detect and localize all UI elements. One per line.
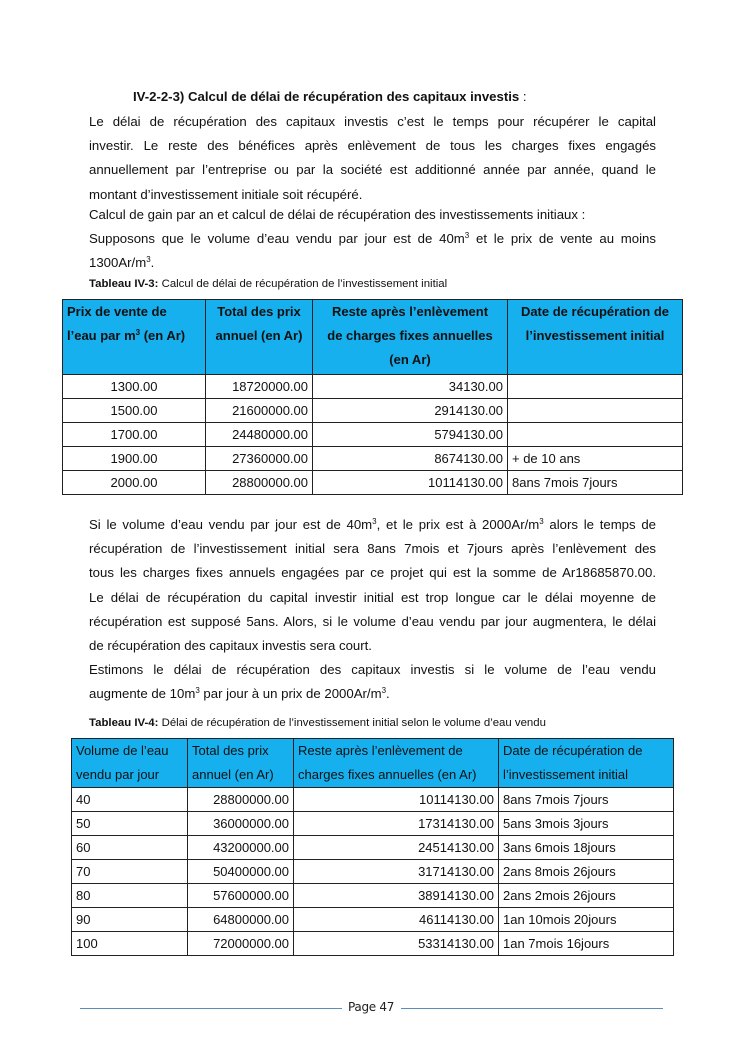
table-cell: 21600000.00 — [206, 399, 313, 423]
table-cell — [508, 375, 683, 399]
table-cell: 5ans 3mois 3jours — [499, 812, 674, 836]
table-cell: 17314130.00 — [294, 812, 499, 836]
table-row — [72, 788, 674, 812]
footer-rule-right — [401, 1008, 663, 1009]
header-total: Total des prix annuel (en Ar) — [188, 739, 294, 788]
table-row — [72, 932, 674, 956]
table-cell: 1an 7mois 16jours — [499, 932, 674, 956]
table-cell: 10114130.00 — [313, 471, 508, 495]
table-row — [63, 447, 683, 471]
table-row — [72, 812, 674, 836]
table-cell: 8ans 7mois 7jours — [508, 471, 683, 495]
table-cell: 40 — [72, 788, 188, 812]
superscript: 3 — [381, 686, 387, 696]
table-cell: 46114130.00 — [294, 908, 499, 932]
table-header-row — [63, 300, 683, 375]
table-cell: 8ans 7mois 7jours — [499, 788, 674, 812]
table-cell: 3ans 6mois 18jours — [499, 836, 674, 860]
header-reste: Reste après l’enlèvement de charges fixes annuelles (en Ar) — [313, 300, 508, 375]
payback-by-price-table — [62, 299, 683, 495]
superscript: 3 — [135, 328, 141, 337]
table-cell: 1900.00 — [63, 447, 206, 471]
footer-rule-left — [80, 1008, 342, 1009]
table4-caption: Tableau IV-4: Délai de récupération de l’investissement initial selon le volume d’eau vendu — [89, 717, 546, 729]
superscript: 3 — [195, 686, 200, 696]
table-row — [72, 860, 674, 884]
table-cell: 2ans 8mois 26jours — [499, 860, 674, 884]
header-volume: Volume de l’eau vendu par jour — [72, 739, 188, 788]
table-cell: 70 — [72, 860, 188, 884]
table-cell: 2ans 2mois 26jours — [499, 884, 674, 908]
calc-paragraph: Calcul de gain par an et calcul de délai de récupération des investissements initiaux : Supposons que le volume d’eau vendu par jour est de $40m^3$ et le prix de vente au moins $1300Ar/m^3$. — [89, 207, 656, 271]
table-cell: 34130.00 — [313, 375, 508, 399]
table-cell: 28800000.00 — [188, 788, 294, 812]
superscript: 3 — [372, 517, 377, 526]
table-cell: 50 — [72, 812, 188, 836]
table-cell: 1700.00 — [63, 423, 206, 447]
table-cell: 53314130.00 — [294, 932, 499, 956]
table3-caption: Tableau IV-3: Calcul de délai de récupération de l’investissement initial — [89, 278, 448, 290]
table-cell: 2914130.00 — [313, 399, 508, 423]
page-footer — [80, 1000, 663, 1016]
table-cell: 50400000.00 — [188, 860, 294, 884]
table-row — [63, 375, 683, 399]
table-cell: 10114130.00 — [294, 788, 499, 812]
table-cell: 60 — [72, 836, 188, 860]
table-cell: 1an 10mois 20jours — [499, 908, 674, 932]
table-cell: 43200000.00 — [188, 836, 294, 860]
table-cell: 8674130.00 — [313, 447, 508, 471]
intro-paragraph: Le délai de récupération des capitaux investis c’est le temps pour récupérer le capital investir. Le reste des bénéfices après enlèvement de tous les charges fixes engagés annuellement par l’entreprise ou par la société est additionné année par année, quand le montant d’investissement initiale soit récupéré. — [89, 114, 656, 202]
header-total: Total des prix annuel (en Ar) — [206, 300, 313, 375]
payback-by-volume-table — [71, 738, 674, 956]
header-reste: Reste après l’enlèvement de charges fixes annuelles (en Ar) — [294, 739, 499, 788]
section-heading: IV-2-2-3) Calcul de délai de récupération des capitaux investis : — [133, 89, 527, 104]
table-cell: 90 — [72, 908, 188, 932]
superscript: 3 — [464, 231, 470, 241]
page-number: Page 47 — [348, 1000, 395, 1014]
table-row — [63, 423, 683, 447]
table-cell: 24480000.00 — [206, 423, 313, 447]
table-cell: 38914130.00 — [294, 884, 499, 908]
header-date: Date de récupération de l’investissement initial — [499, 739, 674, 788]
table-cell: 24514130.00 — [294, 836, 499, 860]
table-cell: 100 — [72, 932, 188, 956]
table-row — [72, 908, 674, 932]
table-header-row — [72, 739, 674, 788]
superscript: 3 — [146, 255, 151, 265]
header-price: Prix de vente de l’eau par $m^3$ (en Ar) — [63, 300, 206, 375]
table-cell: 28800000.00 — [206, 471, 313, 495]
table-row — [63, 471, 683, 495]
table-row — [72, 884, 674, 908]
table-cell — [508, 399, 683, 423]
table-row — [63, 399, 683, 423]
analysis-paragraph: Si le volume d’eau vendu par jour est de $40m^3$, et le prix est à $2000Ar/m^3$ alors le temps de récupération de l’investissement initial sera 8ans 7mois et 7jours après l’enlèvement des tous les charges fixes annuels engagées par ce projet qui est la somme de Ar18685870.00. Le délai de récupération du capital investir initial est trop longue car le délai moyenne de récupération est supposé 5ans. Alors, si le volume d’eau vendu par jour augmentera, le délai de récupération des capitaux investis sera court. Estimons le délai de récupération des capitaux investis si le volume de l’eau vendu augmente de $10m^3$ par jour à un prix de $2000Ar/m^3$. — [89, 517, 657, 702]
table-cell: 2000.00 — [63, 471, 206, 495]
table-cell: 64800000.00 — [188, 908, 294, 932]
table-cell: 31714130.00 — [294, 860, 499, 884]
table-row — [72, 836, 674, 860]
table-cell: 80 — [72, 884, 188, 908]
table-cell: 27360000.00 — [206, 447, 313, 471]
table-cell: 1300.00 — [63, 375, 206, 399]
table-cell: + de 10 ans — [508, 447, 683, 471]
superscript: 3 — [539, 517, 544, 526]
table-cell: 72000000.00 — [188, 932, 294, 956]
header-date: Date de récupération de l’investissement initial — [508, 300, 683, 375]
table-cell: 18720000.00 — [206, 375, 313, 399]
table-cell: 57600000.00 — [188, 884, 294, 908]
table-cell: 36000000.00 — [188, 812, 294, 836]
table-cell — [508, 423, 683, 447]
table-cell: 5794130.00 — [313, 423, 508, 447]
table-cell: 1500.00 — [63, 399, 206, 423]
